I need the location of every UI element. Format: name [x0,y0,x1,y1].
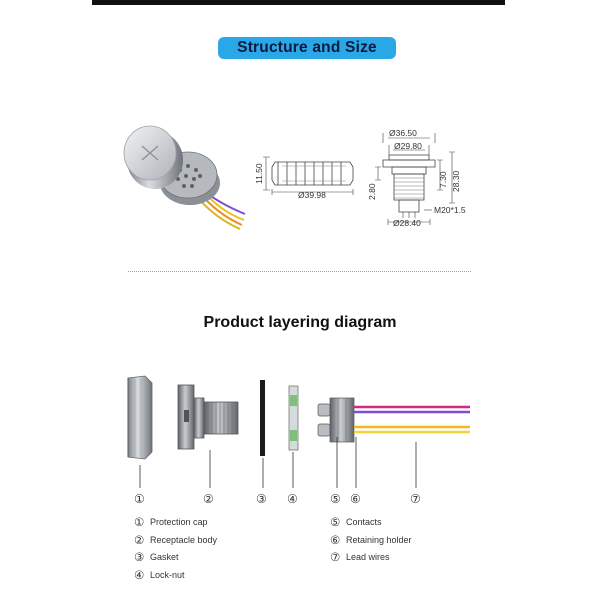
dim-top-inner: Ø29.80 [394,141,422,151]
legend-label: Retaining holder [346,534,412,545]
layer-contacts [318,404,330,436]
legend-number: ② [134,532,145,547]
legend-label: Lock-nut [150,569,185,580]
dim-height-inner: 7.30 [438,171,448,188]
dim-cap-height: 11.50 [254,163,264,184]
dim-height-total: 28.30 [451,170,461,192]
legend-item [134,532,217,550]
part-number-1: ① [134,492,145,506]
legend-item [330,514,412,532]
legend-number: ④ [134,567,145,582]
part-number-5: ⑤ [330,492,341,506]
layer-receptacle-body [178,385,238,449]
dim-cap-diameter: Ø39.98 [298,190,326,200]
dim-flange: 2.80 [367,183,377,200]
legend-label: Protection cap [150,517,208,527]
legend-item [330,549,412,567]
legend-item [134,514,217,532]
legend-number: ⑦ [330,550,341,564]
part-number-4: ④ [287,492,298,506]
dim-thread: M20*1.5 [434,205,466,215]
section-title-structure: Structure and Size [218,37,396,59]
layer-lock-nut [289,386,298,450]
legend-item [330,532,412,550]
render-protection-cap [124,126,183,189]
legend-left [134,514,217,584]
part-number-3: ③ [256,492,267,506]
legend-right [330,514,412,567]
dim-top-outer: Ø36.50 [389,128,417,138]
layer-gasket [260,380,265,456]
layer-lead-wires [354,407,470,432]
legend-label: Lead wires [346,552,390,562]
legend-label: Contacts [346,517,382,527]
part-number-2: ② [203,492,214,506]
layer-protection-cap [128,376,152,459]
legend-item [134,549,217,567]
section-divider [128,271,471,272]
legend-label: Receptacle body [150,534,218,545]
layer-retaining-holder [330,398,354,442]
legend-label: Gasket [150,552,179,562]
legend-number: ③ [134,550,145,564]
part-number-6: ⑥ [350,492,361,506]
part-number-7: ⑦ [410,492,421,506]
dim-bottom-diameter: Ø28.40 [393,218,421,228]
legend-number: ⑥ [330,532,341,547]
section-title-layering: Product layering diagram [203,314,397,331]
legend-item [134,567,217,585]
legend-number: ① [134,515,145,529]
legend-number: ⑤ [330,515,341,529]
